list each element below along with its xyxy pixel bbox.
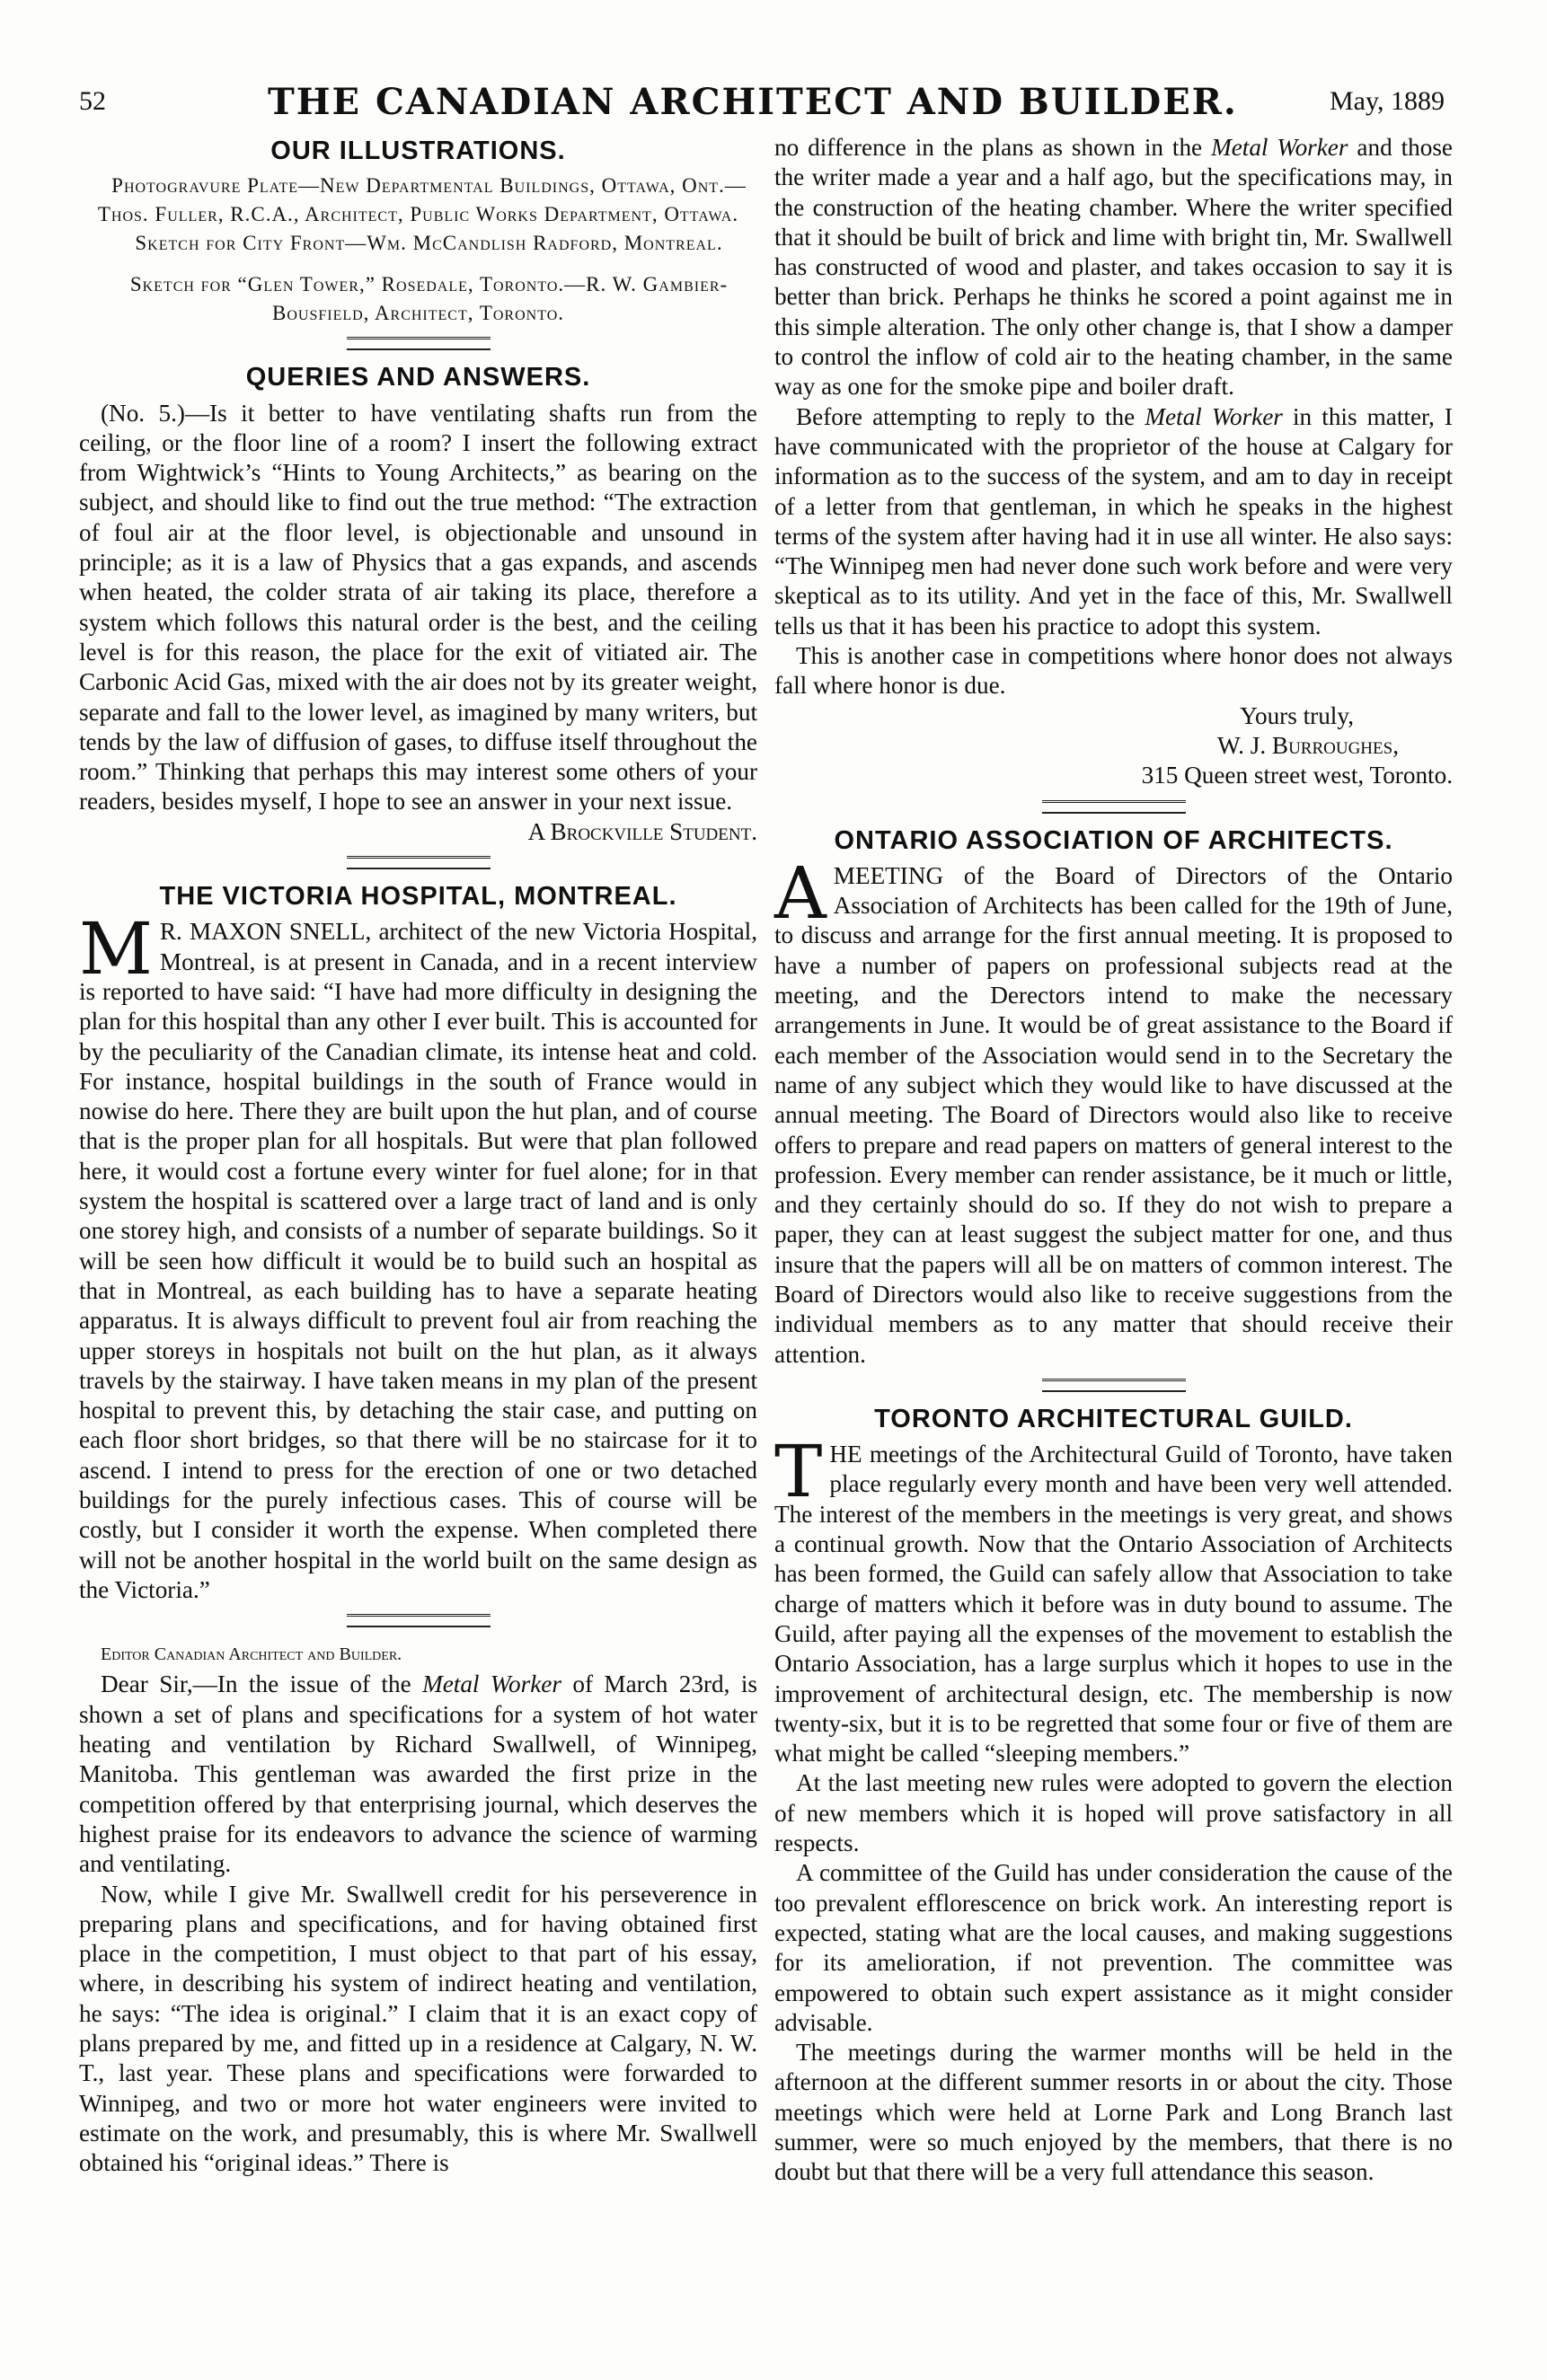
letter-cont-p2-start: Before attempting to reply to the [796, 402, 1145, 430]
ontario-article [774, 851, 1453, 1370]
letter-paragraph-2: Now, while I give Mr. Swallwell credit for his perseverence in preparing plans and specifications, and for having obtained first place in the competition, I must object to that part of his essay, where, in describing his system of indirect heating and ventilation, he says: “The idea is original.” I claim that it is an exact copy of plans prepared by me, and fitted up in a residence at Calgary, N. W. T., last year. These plans and specifications were forwarded to Winnipeg, and two or more hot water engineers were invited to estimate on the work, and presumably, this is where Mr. Swallwell obtained his “original ideas.” There is [79, 1880, 757, 2177]
victoria-dropcap: M [79, 907, 153, 992]
page-number: 52 [79, 86, 106, 116]
guild-paragraph-3: A committee of the Guild has under consideration the cause of the too prevalent efflorescence on brick work. An interesting report is expected, stating what are the local causes, and making suggestions for its amelioration, if not prevention. The committee was empowered to obtain such expert assistance as it might consider advisable. [774, 1859, 1453, 2036]
ontario-dropcap: A [774, 851, 827, 935]
ontario-heading: ONTARIO ASSOCIATION OF ARCHITECTS. [834, 825, 1393, 855]
issue-date: May, 1889 [1329, 86, 1445, 116]
page-header [79, 79, 1445, 133]
section-divider [347, 1614, 491, 1627]
letter-author: W. J. Burroughes, [1217, 731, 1399, 759]
ontario-body: MEETING of the Board of Directors of the Ontario Association of Architects has been called for the 19th of June, to discuss and arrange for the first annual meeting. It is proposed to have a number of papers on professional subjects read at the meeting, and the Derectors intend to make the necessary arrangements in June. It would be of great assistance to the Board if each member of the Association would send in to the Secretary the name of any subject which they would like to have discussed at the annual meeting. The Board of Directors would also like to receive offers to prepare and read papers on matters of general interest to the profession. Every member can render assistance, be it much or little, and they certainly should do so. If they do not wish to prepare a paper, they can at least suggest the subject matter for one, and thus insure that the papers will all be on matters of common interest. The Board of Directors would also like to receive suggestions from the individual members as to any matter that should receive their attention. [774, 861, 1453, 1368]
queries-signature: A Brockville Student. [527, 817, 757, 845]
section-divider [1042, 1379, 1186, 1392]
letter-cont-paragraph-2 [774, 402, 1453, 641]
guild-dropcap: T [774, 1430, 823, 1514]
letter-cont-paragraph-3: This is another case in competitions where honor does not always fall where honor is due. [774, 642, 1453, 700]
letter-cont-paragraph-1 [774, 133, 1453, 402]
letter-cont-p2-end: in this matter, I have communicated with the proprietor of the house at Calgary for information as to the success of the system, and am to day in receipt of a letter from that gentleman, in which he speaks in the highest terms of the system after having had it in use all winter. He also says: “The Winnipeg men had never done such work before and were very skeptical as to its utility. And yet in the face of this, Mr. Swallwell tells us that it has been his practice to adopt this system. [774, 402, 1453, 639]
letter-closing: Yours truly, [1240, 701, 1354, 729]
guild-heading: TORONTO ARCHITECTURAL GUILD. [874, 1404, 1353, 1433]
letter-p1-end: of March 23rd, is shown a set of plans and specifications for a system of hot water heating and ventilation by Richard Swallwell, of Winnipeg, Manitoba. This gentleman was awarded the first prize in the competition offered by that enterprising journal, which deserves the highest praise for its endeavors to advance the science of warming and ventilating. [79, 1670, 757, 1878]
illustration-item-3: Sketch for “Glen Tower,” Rosedale, Toronto.—R. W. Gambier-Bousfield, Architect, Toronto. [129, 273, 729, 325]
section-divider [1042, 800, 1186, 814]
guild-article [774, 1430, 1453, 1768]
guild-paragraph-2: At the last meeting new rules were adopted to govern the election of new members which it is hoped will prove satisfactory in all respects. [774, 1769, 1453, 1857]
section-divider [347, 337, 491, 350]
letter-cont-p1-italic: Metal Worker [1211, 134, 1348, 161]
letter-cont-p2-italic: Metal Worker [1145, 402, 1283, 430]
queries-heading: QUERIES AND ANSWERS. [245, 363, 591, 392]
letter-address: Editor Canadian Architect and Builder. [101, 1644, 402, 1665]
publication-title: THE CANADIAN ARCHITECT AND BUILDER. [268, 81, 1238, 123]
section-divider [347, 856, 491, 869]
queries-body: (No. 5.)—Is it better to have ventilating shafts run from the ceiling, or the floor line of a room? I insert the following extract from Wightwick’s “Hints to Young Architects,” as bearing on the subject, and should like to find out the true method: “The extraction of foul air at the floor level, is objectionable and unsound in principle; as it is a law of Physics that a gas expands, and ascends when heated, the colder strata of air taking its place, therefore a system which follows this natural order is the best, and the ceiling level is for this reason, the place for the exit of vitiated air. The Carbonic Acid Gas, mixed with the air does not by its greater weight, separate and fall to the lower level, as imagined by many writers, but tends by the law of diffusion of gases, to diffuse itself throughout the room.” Thinking that perhaps this may interest some others of your readers, besides myself, I hope to see an answer in your next issue. [79, 399, 757, 815]
victoria-heading: THE VICTORIA HOSPITAL, MONTREAL. [159, 882, 677, 912]
letter-author-address: 315 Queen street west, Toronto. [1141, 762, 1453, 789]
letter-paragraph-1 [79, 1670, 757, 1879]
letter-p1-italic: Metal Worker [422, 1670, 561, 1698]
left-column [79, 133, 757, 2179]
guild-paragraph-4: The meetings during the warmer months will be held in the afternoon at the different summer resorts in or about the city. Those meetings which were held at Lorne Park and Long Branch last summer, were so much enjoyed by the members, that there is no doubt but that there will be a very full attendance this season. [774, 2039, 1453, 2186]
right-column [774, 133, 1453, 2188]
victoria-body: R. MAXON SNELL, architect of the new Victoria Hospital, Montreal, is at present in Canada, and in a recent interview is reported to have said: “I have had more difficulty in designing the plan for this hospital than any other I ever built. This is accounted for by the peculiarity of the Canadian climate, its intense heat and cold. For instance, hospital buildings in the south of France would in nowise do here. There they are built upon the hut plan, and of course that is the proper plan for all hospitals. But were that plan followed here, it would cost a fortune every winter for fuel alone; for in that system the hospital is scattered over a large tract of land and is only one storey high, and consists of a number of separate buildings. So it will be seen how difficult it would be to build such an hospital as that in Montreal, as each building has to have a separate heating apparatus. It is always difficult to prevent foul air from reaching the upper storeys in hospitals not built on the hut plan, as it always travels by the stairway. I have taken means in my plan of the present hospital to prevent this, by detaching the stair case, and putting on each floor short bridges, so that there will be no staircase for it to ascend. I intend to press for the erection of one or two detached buildings for the purely infectious cases. This of course will be costly, but I consider it worth the expense. When completed there will not be another hospital in the world built on the same design as the Victoria.” [79, 918, 757, 1603]
letter-cont-p1-start: no difference in the plans as shown in the [774, 134, 1212, 161]
letter-p1-start: Dear Sir,—In the issue of the [101, 1670, 423, 1698]
letter-cont-p1-end: and those the writer made a year and a half ago, but the specifications may, in the construction of the heating chamber. Where the writer specified that it should be built of brick and lime with bright tin, Mr. Swallwell has constructed of wood and plaster, and takes occasion to say it is better than brick. Perhaps he thinks he scored a point against me in this simple alteration. The only other change is, that I show a damper to control the inflow of cold air to the heating chamber, in the same way as one for the smoke pipe and boiler draft. [774, 134, 1453, 401]
illustration-item-1: Photogravure Plate—New Departmental Buildings, Ottawa, Ont.—Thos. Fuller, R.C.A., Architect, Public Works Department, Ottawa. [97, 174, 747, 226]
guild-paragraph-1: HE meetings of the Architectural Guild of Toronto, have taken place regularly every month and have been very well attended. The interest of the members in the meetings is very great, and shows a continual growth. Now that the Ontario Association of Architects has been formed, the Guild can safely allow that Association to take charge of matters which it before was in duty bound to assume. The Guild, after paying all the expenses of the movement to establish the Ontario Association, has a large surplus which it hopes to use in the improvement of architectural design, etc. The membership is now twenty-six, but it is to be regretted that some four or five of them are what might be called “sleeping members.” [774, 1441, 1453, 1767]
victoria-article [79, 907, 757, 1605]
illustration-item-2: Sketch for City Front—Wm. McCandlish Radford, Montreal. [135, 232, 723, 255]
illustrations-heading: OUR ILLUSTRATIONS. [270, 137, 566, 165]
